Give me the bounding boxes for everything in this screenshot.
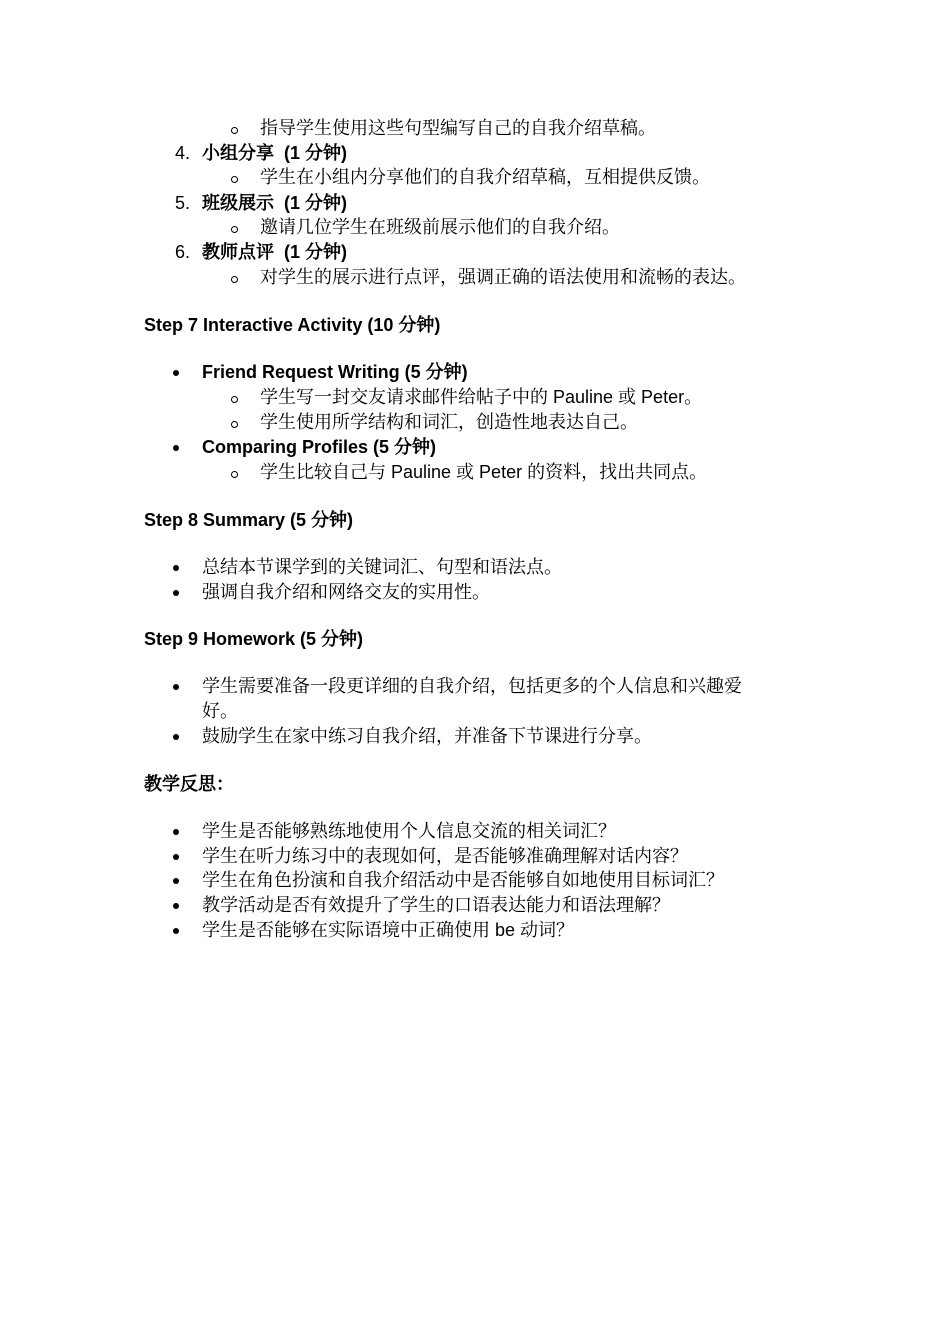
sub-bullet-icon bbox=[231, 396, 238, 403]
bullet-icon bbox=[173, 878, 179, 884]
numbered-item-title: 小组分享 (1 分钟) bbox=[202, 143, 348, 163]
list-number: 5. bbox=[174, 193, 190, 213]
bullet-icon bbox=[173, 590, 179, 596]
sub-bullet-icon bbox=[231, 276, 238, 283]
bullet-item: 鼓励学生在家中练习自我介绍，并准备下节课进行分享。 bbox=[202, 726, 652, 746]
bullet-icon bbox=[173, 684, 179, 690]
bullet-item-title: Comparing Profiles (5 分钟) bbox=[202, 437, 437, 457]
list-number: 6. bbox=[174, 242, 190, 262]
section-heading-step9: Step 9 Homework (5 分钟) bbox=[144, 629, 364, 649]
sub-bullet-icon bbox=[231, 226, 238, 233]
sub-item: 学生在小组内分享他们的自我介绍草稿，互相提供反馈。 bbox=[260, 167, 710, 187]
bullet-item: 强调自我介绍和网络交友的实用性。 bbox=[202, 582, 490, 602]
sub-bullet-icon bbox=[231, 421, 238, 428]
bullet-icon bbox=[173, 734, 179, 740]
bullet-icon bbox=[173, 854, 179, 860]
sub-item: 对学生的展示进行点评，强调正确的语法使用和流畅的表达。 bbox=[260, 267, 746, 287]
bullet-item: 学生是否能够熟练地使用个人信息交流的相关词汇？ bbox=[202, 821, 616, 841]
bullet-icon bbox=[173, 370, 179, 376]
list-number: 4. bbox=[174, 143, 190, 163]
bullet-item: 学生在听力练习中的表现如何，是否能够准确理解对话内容？ bbox=[202, 846, 688, 866]
bullet-icon bbox=[173, 928, 179, 934]
sub-item: 学生写一封交友请求邮件给帖子中的 Pauline 或 Peter。 bbox=[260, 387, 703, 407]
bullet-item: 学生在角色扮演和自我介绍活动中是否能够自如地使用目标词汇？ bbox=[202, 870, 724, 890]
section-heading-reflection: 教学反思： bbox=[144, 774, 234, 794]
bullet-item: 教学活动是否有效提升了学生的口语表达能力和语法理解？ bbox=[202, 895, 670, 915]
sub-bullet-icon bbox=[231, 176, 238, 183]
bullet-icon bbox=[173, 445, 179, 451]
bullet-item-title: Friend Request Writing (5 分钟) bbox=[202, 362, 468, 382]
bullet-icon bbox=[173, 903, 179, 909]
sub-item: 学生比较自己与 Pauline 或 Peter 的资料，找出共同点。 bbox=[260, 462, 708, 482]
sub-bullet-icon bbox=[231, 127, 238, 134]
bullet-item: 学生是否能够在实际语境中正确使用 be 动词？ bbox=[202, 920, 575, 940]
bullet-item-continuation: 好。 bbox=[202, 701, 238, 721]
sub-bullet-icon bbox=[231, 471, 238, 478]
sub-item: 指导学生使用这些句型编写自己的自我介绍草稿。 bbox=[260, 118, 656, 138]
section-heading-step8: Step 8 Summary (5 分钟) bbox=[144, 510, 354, 530]
bullet-item: 总结本节课学到的关键词汇、句型和语法点。 bbox=[202, 557, 562, 577]
sub-item: 邀请几位学生在班级前展示他们的自我介绍。 bbox=[260, 217, 620, 237]
numbered-item-title: 教师点评 (1 分钟) bbox=[202, 242, 348, 262]
numbered-item-title: 班级展示 (1 分钟) bbox=[202, 193, 348, 213]
sub-item: 学生使用所学结构和词汇，创造性地表达自己。 bbox=[260, 412, 638, 432]
bullet-icon bbox=[173, 565, 179, 571]
section-heading-step7: Step 7 Interactive Activity (10 分钟) bbox=[144, 315, 441, 335]
bullet-icon bbox=[173, 829, 179, 835]
bullet-item: 学生需要准备一段更详细的自我介绍，包括更多的个人信息和兴趣爱 bbox=[202, 676, 742, 696]
